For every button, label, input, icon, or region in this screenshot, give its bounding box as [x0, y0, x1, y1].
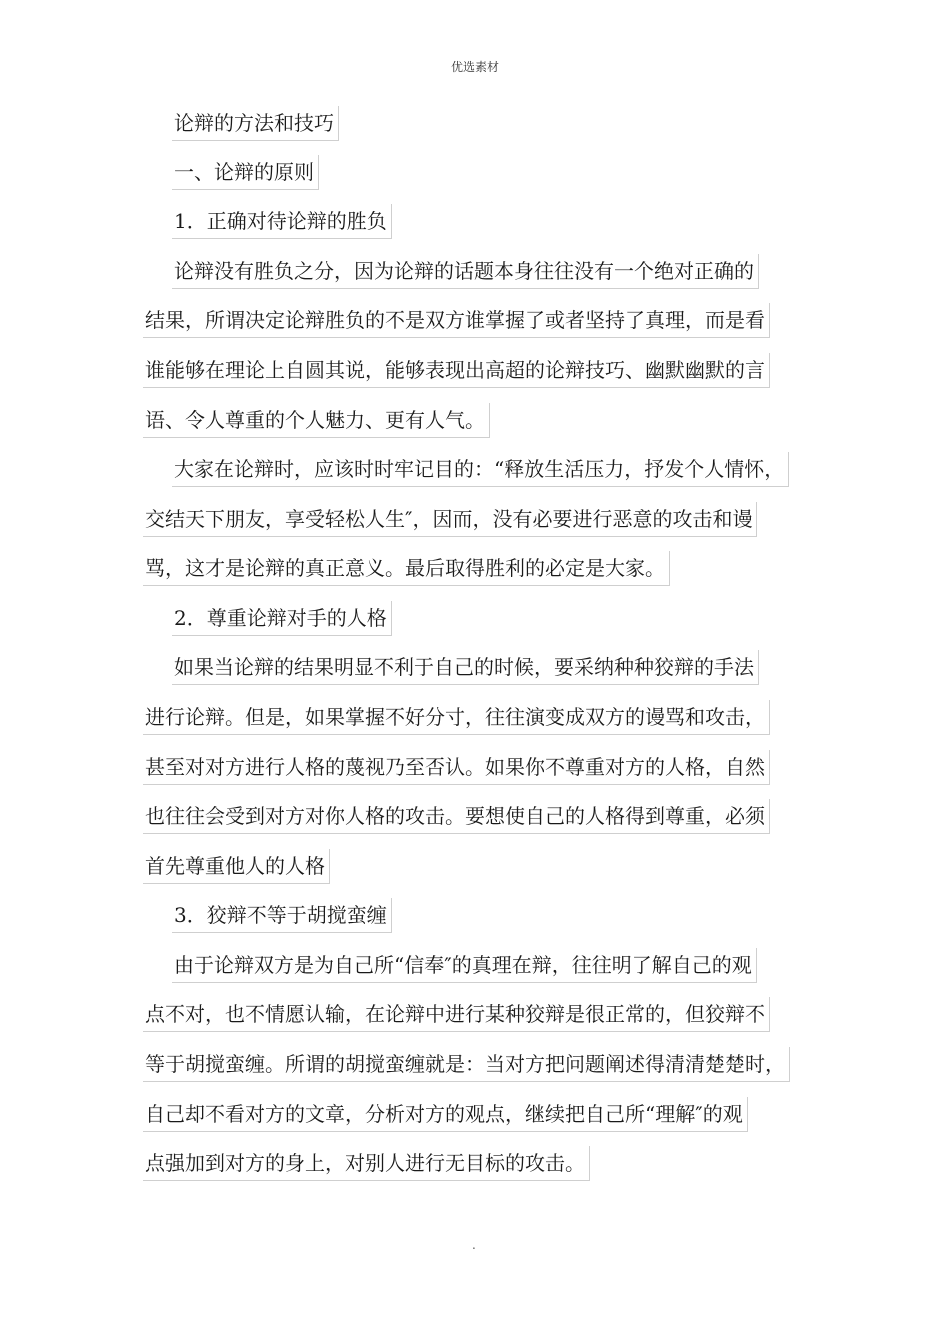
- paragraph-line: 甚至对对方进行人格的蔑视乃至否认。如果你不尊重对方的人格，自然: [143, 750, 770, 785]
- paragraph-line: 如果当论辩的结果明显不利于自己的时候，要采纳种种狡辩的手法: [172, 650, 759, 685]
- paragraph-line: 等于胡搅蛮缠。所谓的胡搅蛮缠就是：当对方把问题阐述得清清楚楚时，: [143, 1047, 790, 1082]
- page-header: 优选素材: [450, 60, 499, 74]
- paragraph-line: 也往往会受到对方对你人格的攻击。要想使自己的人格得到尊重，必须: [143, 799, 770, 834]
- section-heading: 一、论辩的原则: [172, 155, 319, 190]
- paragraph-line: 语、令人尊重的个人魅力、更有人气。: [143, 403, 490, 438]
- subsection-heading: 3．狡辩不等于胡搅蛮缠: [172, 898, 392, 933]
- paragraph-line: 自己却不看对方的文章，分析对方的观点，继续把自己所“理解″的观: [143, 1097, 748, 1132]
- subsection-heading: 1．正确对待论辩的胜负: [172, 204, 392, 239]
- subsection-heading: 2．尊重论辩对手的人格: [172, 601, 392, 636]
- paragraph-line: 骂，这才是论辩的真正意义。最后取得胜利的必定是大家。: [143, 551, 670, 586]
- paragraph-line: 论辩没有胜负之分，因为论辩的话题本身往往没有一个绝对正确的: [172, 254, 759, 289]
- paragraph-line: 首先尊重他人的人格: [143, 849, 330, 884]
- paragraph-line: 交结天下朋友，享受轻松人生″，因而，没有必要进行恶意的攻击和谩: [143, 502, 757, 537]
- paragraph-line: 点强加到对方的身上，对别人进行无目标的攻击。: [143, 1146, 590, 1181]
- paragraph-line: 由于论辩双方是为自己所“信奉″的真理在辩，往往明了解自己的观: [172, 948, 757, 983]
- paragraph-line: 大家在论辩时，应该时时牢记目的：“释放生活压力，抒发个人情怀，: [172, 452, 789, 487]
- paragraph-line: 点不对，也不情愿认输，在论辩中进行某种狡辩是很正常的，但狡辩不: [143, 997, 770, 1032]
- paragraph-line: 谁能够在理论上自圆其说，能够表现出高超的论辩技巧、幽默幽默的言: [143, 353, 770, 388]
- paragraph-line: 进行论辩。但是，如果掌握不好分寸，往往演变成双方的谩骂和攻击，: [143, 700, 770, 735]
- page-footer: .: [472, 1238, 476, 1252]
- document-title: 论辩的方法和技巧: [172, 106, 339, 141]
- paragraph-line: 结果，所谓决定论辩胜负的不是双方谁掌握了或者坚持了真理，而是看: [143, 303, 770, 338]
